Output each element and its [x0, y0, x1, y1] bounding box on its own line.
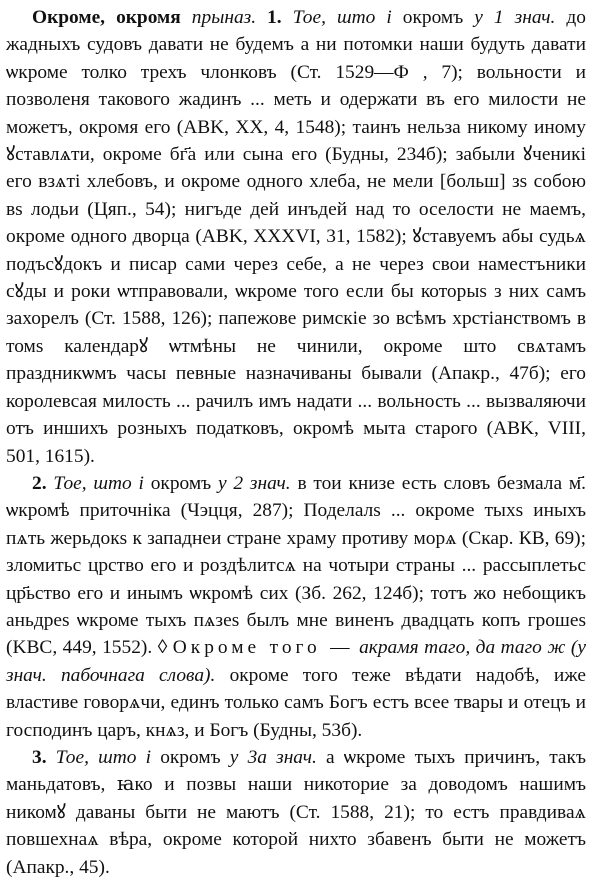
phrase: Окроме того —: [172, 637, 354, 659]
sense-definition-tail: у 3а знач.: [229, 746, 317, 768]
sense-marker: окромъ: [160, 746, 221, 768]
sense-number: 1.: [267, 7, 282, 28]
sense-definition-tail: у 1 знач.: [474, 7, 556, 28]
sense-3: [6, 744, 586, 881]
headword: Окроме, окромя: [32, 7, 181, 28]
sense-definition: Тое, што і: [55, 746, 152, 768]
sense-definition: Тое, што і: [53, 472, 144, 494]
sense-marker: окромъ: [402, 7, 464, 28]
phrase-gloss: акрамя таго, да таго ж (у знач. пабочнага слова).: [6, 637, 586, 686]
part-of-speech: прыназ.: [191, 7, 257, 28]
phrase-citations: окроме того теже вѣдати надобѣ, иже властиве говорѧчи, единъ только самъ Богъ естъ всее твары и отецъ и господинъ царъ, кнѧз, и Богъ (Будны, 53б).: [6, 664, 586, 741]
sense-definition: Тое, што і: [292, 7, 392, 28]
sense-1: [6, 4, 586, 470]
sense-2: [6, 470, 586, 744]
sense-number: 2.: [32, 472, 47, 494]
sense-citations: в тои книзе есть словъ безмала м҃. ѡкромѣ приточніка (Чэцця, 287); Поделалѕ ... окроме тыхѕ иныхъ пѧть жерьдокѕ к западнеи стране храму противу морѧ (Скар. КВ, 69); зломитьс црство его и роздѣлитсѧ на чотыри страны ... рассыплетьс цр҃ьство его и инымъ ѡкромѣ сих (Зб. 262, 124б); тотъ жо небощикъ аньдреѕ ѡкроме тыхъ пѧзеѕ былъ мне виненъ двадцать копъ грошеѕ (KBC, 449, 1552). ◊: [6, 472, 586, 659]
sense-definition-tail: у 2 знач.: [217, 472, 291, 494]
sense-citations: до жадныхъ судовъ давати не будемъ а ни потомки наши будуть давати ѡкроме толко трехъ члонковъ (Ст. 1529—Ф , 7); вольности и позволеня такового жадинъ ... меть и одержати въ его милости не можетъ, окромя его (ABK, XX, 4, 1548); таинъ нельза никому иному ꙋставлѧти, окроме бг҃а или сына его (Будны, 234б); забыли ꙋченикі его взѧті хлебовъ, и окроме одного хлеба, не мели [больш] зѕ собою вѕ лодьи (Цяп., 54); нигъде дей инъдей над то оселости не маемъ, окроме одного дворца (ABK, XXXVI, 31, 1582); ꙋставуемъ абы судьѧ подъсꙋдокъ и писар сами через себе, а не через свои наместъники сꙋды и роки ѡтправовали, ѡкроме того если бы которыѕ з них самъ захорелъ (Ст. 1588, 126); папежове римскіе зо всѣмъ хрстіанствомъ в томѕ календарꙋ ѡтмѣны не чинили, окроме што свѧтамъ праздникѡмъ часы певные назначиваны бывали (Апакр., 47б); его королевсая милость ... рачилъ имъ надати ... вольность ... вызваляючи отъ иншихъ розныхъ податковъ, окромѣ мыта старого (ABK, VIII, 501, 1615).: [6, 7, 586, 467]
sense-marker: окромъ: [150, 472, 212, 494]
sense-number: 3.: [32, 746, 47, 768]
sense-citations: а ѡкроме тыхъ причинъ, такъ маньдатовъ, ꙗко и позвы наши никоторие за доводомъ нашимъ никомꙋ даваны быти не маютъ (Ст. 1588, 21); то естъ правдиваѧ повшехнаѧ вѣра, окроме которой нихто збавенъ быти не можетъ (Апакр., 45).: [6, 746, 586, 878]
